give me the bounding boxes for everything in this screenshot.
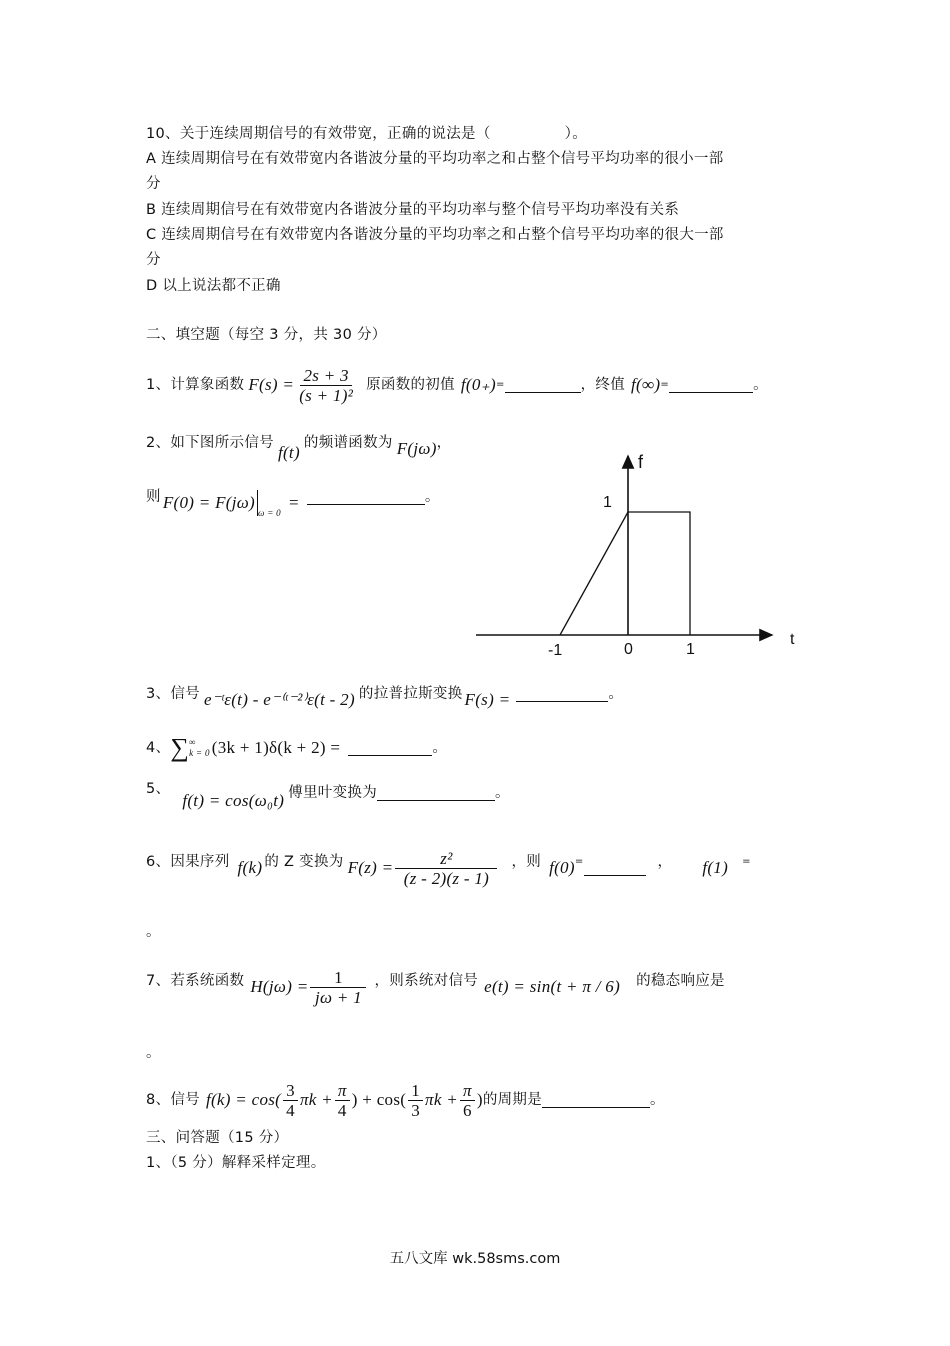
fill-5-blank[interactable]	[377, 786, 495, 801]
fill-2-eq: =	[288, 493, 299, 512]
fill-8-frac-3	[408, 1081, 423, 1120]
fill-8-frac-2-num: π	[335, 1081, 350, 1101]
fill-4-upper-limit: ∞	[189, 737, 196, 747]
fill-1-f0: f(0₊)	[460, 375, 496, 394]
fill-1-prefix: 1、计算象函数	[146, 377, 245, 393]
fill-4-blank[interactable]	[348, 741, 432, 756]
fill-1-fraction	[296, 366, 356, 405]
fill-2	[146, 428, 452, 462]
fill-3-Fs: F(s) =	[464, 690, 511, 709]
fill-2-expr: F(0) = F(jω)	[162, 493, 256, 512]
signal-graph	[470, 446, 830, 676]
fill-6-prefix: 6、因果序列	[146, 854, 230, 870]
fill-1-mid: 原函数的初值	[366, 377, 455, 393]
fill-6-f1: f(1)	[702, 858, 729, 877]
fill-7-fraction	[310, 968, 366, 1007]
fill-1-Fs: F(s) =	[248, 375, 295, 394]
fill-1-sep: ，终值	[580, 377, 626, 393]
fill-8-frac-1	[283, 1081, 298, 1120]
fill-6-mid: 的 Z 变换为	[264, 854, 344, 870]
fill-6-sep: ，则	[511, 854, 542, 870]
fill-5	[146, 778, 510, 808]
fill-8-frac-1-num: 3	[283, 1081, 298, 1101]
fill-2-blank[interactable]	[307, 490, 425, 505]
fill-6	[146, 843, 810, 893]
fill-8-frac-2-den: 4	[337, 1100, 347, 1120]
fill-6-f0: f(0)	[549, 858, 575, 877]
fill-5-mid: 傅里叶变换为	[288, 785, 378, 801]
fill-6-end: 。	[146, 924, 161, 940]
fill-8-frac-2	[335, 1081, 350, 1120]
x-tick-0: 0	[624, 641, 633, 658]
fill-6-eq: =	[574, 856, 584, 867]
q10-option-c: C 连续周期信号在有效带宽内各谐波分量的平均功率之和占整个信号平均功率的很大一部	[146, 227, 724, 243]
fill-8-frac-3-den: 3	[411, 1100, 421, 1120]
fill-2-ft: f(t)	[277, 443, 300, 462]
fill-6-fk: f(k)	[237, 858, 263, 877]
fill-8-prefix: 8、信号	[146, 1092, 200, 1108]
fill-1-eq: =	[495, 379, 505, 390]
q10-option-b: B 连续周期信号在有效带宽内各谐波分量的平均功率与整个信号平均功率没有关系	[146, 202, 680, 218]
fill-4-lower-limit: k = 0	[189, 748, 210, 758]
fill-2-ze: 则	[146, 489, 161, 505]
fill-3-end: 。	[608, 686, 624, 702]
rectangle-pulse	[628, 512, 690, 635]
fill-6-eq2: =	[742, 856, 751, 867]
fill-7	[146, 962, 810, 1012]
fill-1	[146, 362, 768, 408]
fill-6-denominator: (z - 2)(z - 1)	[403, 868, 490, 888]
q10-option-a-cont: 分	[146, 176, 161, 192]
fill-2-prefix: 2、如下图所示信号	[146, 435, 274, 451]
fill-4-end: 。	[432, 740, 448, 756]
fill-4	[146, 731, 447, 765]
x-tick-m1: -1	[548, 642, 563, 659]
fill-2-sub: ω = 0	[258, 508, 281, 518]
y-tick-1: 1	[603, 494, 612, 511]
ramp-segment	[560, 512, 628, 635]
fill-2-line2	[146, 482, 440, 518]
fill-7-denominator: jω + 1	[314, 987, 362, 1007]
x-tick-1: 1	[686, 641, 695, 658]
fill-8-mid: ) + cos(	[351, 1090, 407, 1109]
section-2-heading: 二、填空题（每空 3 分，共 30 分）	[146, 327, 387, 343]
fill-8-frac-3-num: 1	[408, 1081, 423, 1101]
fill-7-end: 。	[146, 1045, 161, 1061]
fill-4-expr: (3k + 1)δ(k + 2) =	[211, 738, 341, 757]
fill-4-prefix: 4、	[146, 740, 171, 756]
fill-3-prefix: 3、信号	[146, 686, 200, 702]
fill-4-sigma: ∑	[170, 733, 190, 762]
fill-5-expr: f(t) = cos(ω₀t)	[182, 791, 285, 810]
fill-8	[146, 1077, 665, 1123]
fill-2-comma: ，	[436, 435, 452, 451]
fill-1-eq2: =	[660, 379, 670, 390]
fill-7-prefix: 7、若系统函数	[146, 973, 245, 989]
fill-1-numerator: 2s + 3	[300, 366, 351, 386]
fill-2-mid: 的频谱函数为	[303, 435, 393, 451]
q10-option-a: A 连续周期信号在有效带宽内各谐波分量的平均功率之和占整个信号平均功率的很小一部	[146, 151, 724, 167]
fill-7-et: e(t) = sin(t + π / 6)	[484, 977, 621, 996]
fill-8-fk: f(k) = cos(	[205, 1090, 282, 1109]
fill-8-pk: πk +	[299, 1090, 333, 1109]
fill-7-Hjw: H(jω) =	[250, 977, 309, 996]
fill-1-blank-final[interactable]	[669, 378, 753, 393]
fill-2-Fjw: F(jω)	[396, 439, 437, 458]
fill-3-expr: e⁻ᵗε(t) - e⁻⁽ᵗ⁻²⁾ε(t - 2)	[203, 690, 355, 709]
fill-8-end: 。	[650, 1092, 665, 1108]
footer-watermark: 五八文库 wk.58sms.com	[389, 1251, 561, 1267]
fill-8-tail: 的周期是	[482, 1092, 543, 1108]
fill-5-prefix: 5、	[146, 781, 171, 797]
fill-6-blank-f0[interactable]	[584, 861, 646, 876]
fill-2-end: 。	[424, 489, 440, 505]
fill-5-end: 。	[495, 785, 510, 801]
fill-6-Fz: F(z) =	[347, 858, 394, 877]
fill-8-frac-4-den: 6	[463, 1100, 472, 1120]
fill-8-blank[interactable]	[542, 1093, 650, 1108]
section-3-heading: 三、问答题（15 分）	[146, 1130, 289, 1146]
fill-6-fraction	[395, 849, 497, 888]
q10-option-c-cont: 分	[146, 252, 161, 268]
fill-6-numerator: z²	[395, 849, 497, 869]
fill-8-close: )	[476, 1090, 483, 1109]
fill-1-blank-initial[interactable]	[505, 378, 581, 393]
qa-1: 1、（5 分）解释采样定理。	[146, 1155, 326, 1171]
q10-stem: 10、关于连续周期信号的有效带宽，正确的说法是（ ）。	[146, 126, 587, 142]
fill-7-tail: 的稳态响应是	[636, 973, 725, 989]
fill-3-mid: 的拉普拉斯变换	[358, 686, 463, 702]
q10-option-d: D 以上说法都不正确	[146, 278, 281, 294]
fill-8-frac-1-den: 4	[286, 1100, 295, 1120]
fill-7-numerator: 1	[310, 968, 366, 988]
fill-8-pk2: πk +	[425, 1090, 459, 1109]
fill-8-frac-4-num: π	[460, 1081, 475, 1101]
fill-3	[146, 679, 623, 709]
x-axis-label: t	[790, 631, 795, 648]
fill-8-frac-4	[460, 1081, 475, 1120]
fill-7-mid: ，则系统对信号	[374, 973, 479, 989]
fill-1-denominator: (s + 1)²	[299, 385, 354, 405]
fill-6-comma: ，	[657, 854, 673, 870]
fill-1-end: 。	[753, 377, 768, 393]
y-axis-label: f	[638, 452, 644, 472]
fill-1-finf: f(∞)	[631, 375, 661, 394]
fill-3-blank[interactable]	[516, 687, 608, 702]
